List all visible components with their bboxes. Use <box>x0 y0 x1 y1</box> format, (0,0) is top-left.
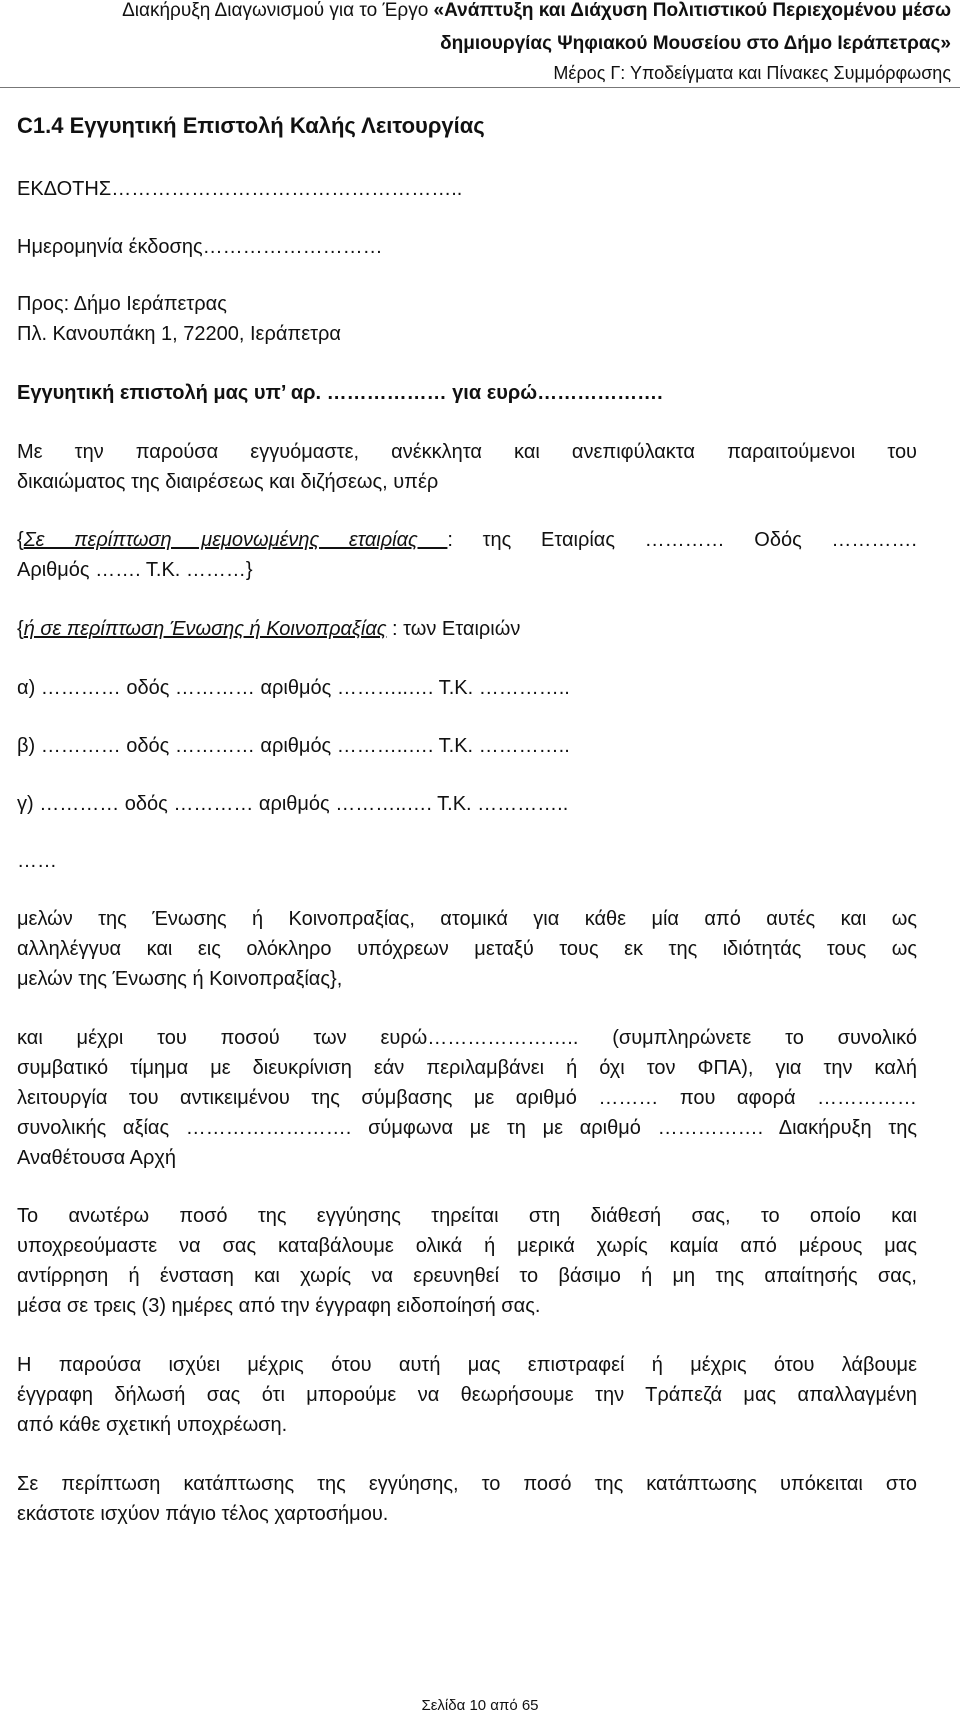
joint-venture-rest: : των Εταιριών <box>386 618 521 640</box>
joint-para-line-3: μελών της Ένωσης ή Κοινοπραξίας}, <box>17 968 343 990</box>
validity-para-line-1: Η παρούσα ισχύει μέχρις ότου αυτή μας επιστραφεί ή μέχρις ότου λάβουμε <box>17 1354 917 1376</box>
amount-para-line-2: συμβατικό τίμημα με διευκρίνιση εάν περιλαμβάνει ή όχι τον ΦΠΑ), για την καλή <box>17 1057 917 1079</box>
header-line-3: Μέρος Γ: Υποδείγματα και Πίνακες Συμμόρφωσης <box>553 63 951 83</box>
header-line-1 <box>122 0 951 22</box>
member-b: β) ………… οδός ………… αριθμός ………..…. Τ.Κ. ………….. <box>17 735 570 757</box>
amount-para-line-1: και μέχρι του ποσού των ευρώ………………….. (συμπληρώνετε το συνολικό <box>17 1027 917 1049</box>
joint-venture-label: ή σε περίπτωση Ένωσης ή Κοινοπραξίας <box>23 618 387 640</box>
amount-para-line-3: λειτουργία του αντικειμένου της σύμβασης με αριθμό ……… που αφορά …………… <box>17 1087 917 1109</box>
single-company-fields: : της Εταιρίας ………… Οδός …………. <box>447 529 917 551</box>
intro-line-1: Με την παρούσα εγγυόμαστε, ανέκκλητα και ανεπιφύλακτα παραιτούμενοι του <box>17 441 917 463</box>
single-company-line-2: Αριθμός ……. Τ.Κ. ………} <box>17 559 253 581</box>
single-company-line-1 <box>17 529 917 552</box>
validity-para-line-3: από κάθε σχετική υποχρέωση. <box>17 1414 288 1436</box>
validity-para-line-2: έγγραφη δήλωσή σας ότι μπορούμε να θεωρήσουμε την Τράπεζά μας απαλλαγμένη <box>17 1384 917 1406</box>
amount-para-line-4: συνολικής αξίας ……………………. σύμφωνα με τη με αριθμό ……………. Διακήρυξη της <box>17 1117 917 1139</box>
member-a: α) ………… οδός ………… αριθμός ………..…. Τ.Κ. ………….. <box>17 677 570 699</box>
issue-date-line: Ημερομηνία έκδοσης……………………… <box>17 236 383 258</box>
header-prefix: Διακήρυξη Διαγωνισμού για το Έργο <box>122 0 434 21</box>
forfeit-para-line-1: Σε περίπτωση κατάπτωσης της εγγύησης, το ποσό της κατάπτωσης υπόκειται στο <box>17 1473 917 1495</box>
joint-venture-heading <box>17 618 520 641</box>
header-divider <box>0 87 960 88</box>
member-ellipsis: …… <box>17 850 57 872</box>
intro-line-2: δικαιώματος της διαιρέσεως και διζήσεως, υπέρ <box>17 471 439 493</box>
brace-open: { <box>17 529 24 551</box>
joint-para-line-1: μελών της Ένωσης ή Κοινοπραξίας, ατομικά για κάθε μία από αυτές και ως <box>17 908 917 930</box>
disposal-para-line-2: υποχρεούμαστε να σας καταβάλουμε ολικά ή μερικά χωρίς καμία από μέρους μας <box>17 1235 917 1257</box>
letter-reference: Εγγυητική επιστολή μας υπ’ αρ. ……………… για ευρώ………………. <box>17 382 663 404</box>
disposal-para-line-3: αντίρρηση ή ένσταση και χωρίς να ερευνηθεί το βάσιμο ή μη της απαίτησής σας, <box>17 1265 917 1287</box>
issuer-line: ΕΚΔΟΤΗΣ…………………………………………….. <box>17 178 463 200</box>
single-company-label: Σε περίπτωση μεμονωμένης εταιρίας <box>23 529 448 551</box>
page-number: Σελίδα 10 από 65 <box>421 1697 539 1714</box>
member-c: γ) ………… οδός ………… αριθμός ………..…. Τ.Κ. ………….. <box>17 793 569 815</box>
brace-open: { <box>17 618 24 640</box>
forfeit-para-line-2: εκάστοτε ισχύον πάγιο τέλος χαρτοσήμου. <box>17 1503 389 1525</box>
recipient-line-1: Προς: Δήμο Ιεράπετρας <box>17 293 227 315</box>
recipient-line-2: Πλ. Κανουπάκη 1, 72200, Ιεράπετρα <box>17 323 341 345</box>
amount-para-line-5: Αναθέτουσα Αρχή <box>17 1147 176 1169</box>
disposal-para-line-4: μέσα σε τρεις (3) ημέρες από την έγγραφη ειδοποίησή σας. <box>17 1295 541 1317</box>
header-project-title: «Ανάπτυξη και Διάχυση Πολιτιστικού Περιεχομένου μέσω <box>433 0 951 21</box>
disposal-para-line-1: Το ανωτέρω ποσό της εγγύησης τηρείται στη διάθεσή σας, το οποίο και <box>17 1205 917 1227</box>
joint-para-line-2: αλληλέγγυα και εις ολόκληρο υπόχρεων μεταξύ τους εκ της ιδιότητάς τους ως <box>17 938 917 960</box>
header-line-2: δημιουργίας Ψηφιακού Μουσείου στο Δήμο Ιεράπετρας» <box>440 33 951 54</box>
section-title: C1.4 Εγγυητική Επιστολή Καλής Λειτουργίας <box>17 113 485 138</box>
